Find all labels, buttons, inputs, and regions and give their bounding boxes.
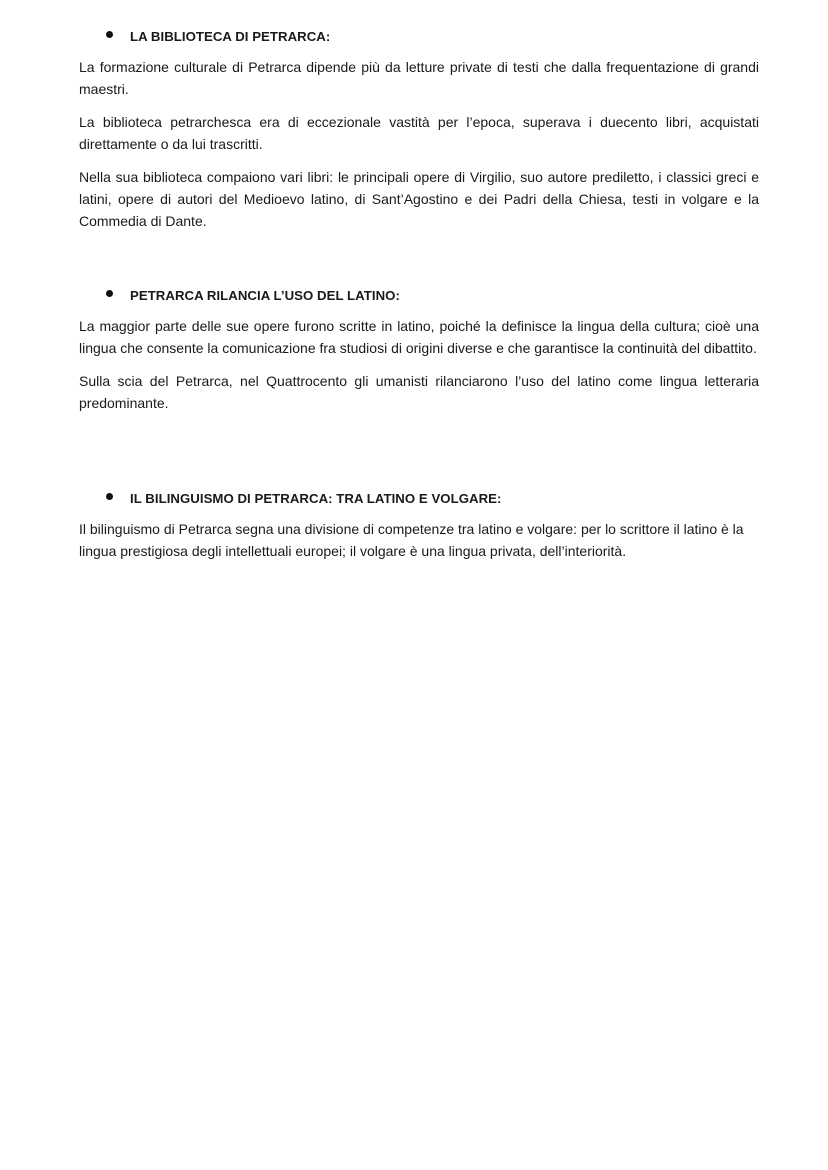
section-latino	[79, 286, 759, 425]
section-heading	[79, 489, 759, 509]
paragraph: La biblioteca petrarchesca era di eccezionale vastità per l’epoca, superava i duecento libri, acquistati direttamente o da lui trascritti.	[79, 114, 759, 152]
section-biblioteca	[79, 27, 759, 243]
bullet-icon	[106, 493, 113, 500]
section-heading	[79, 286, 759, 306]
paragraph: La maggior parte delle sue opere furono scritte in latino, poiché la definisce la lingua della cultura; cioè una lingua che consente la comunicazione fra studiosi di origini diverse e che garantisce la continuità del dibattito.	[79, 318, 759, 356]
paragraph: Il bilinguismo di Petrarca segna una divisione di competenze tra latino e volgare: per lo scrittore il latino è la lingua prestigiosa degli intellettuali europei; il volgare è una lingua privata, dell’interiorità.	[79, 521, 744, 559]
heading-text: PETRARCA RILANCIA L’USO DEL LATINO:	[130, 288, 400, 303]
heading-text: IL BILINGUISMO DI PETRARCA: TRA LATINO E VOLGARE:	[130, 491, 502, 506]
heading-text: LA BIBLIOTECA DI PETRARCA:	[130, 29, 331, 44]
paragraph: Sulla scia del Petrarca, nel Quattrocento gli umanisti rilanciarono l’uso del latino come lingua letteraria predominante.	[79, 373, 759, 411]
section-bilinguismo	[79, 489, 759, 573]
bullet-icon	[106, 290, 113, 297]
bullet-icon	[106, 31, 113, 38]
paragraph: La formazione culturale di Petrarca dipende più da letture private di testi che dalla frequentazione di grandi maestri.	[79, 59, 759, 97]
section-heading	[79, 27, 759, 47]
paragraph: Nella sua biblioteca compaiono vari libri: le principali opere di Virgilio, suo autore prediletto, i classici greci e latini, opere di autori del Medioevo latino, di Sant’Agostino e dei Padri della Chiesa, testi in volgare e la Commedia di Dante.	[79, 169, 759, 229]
